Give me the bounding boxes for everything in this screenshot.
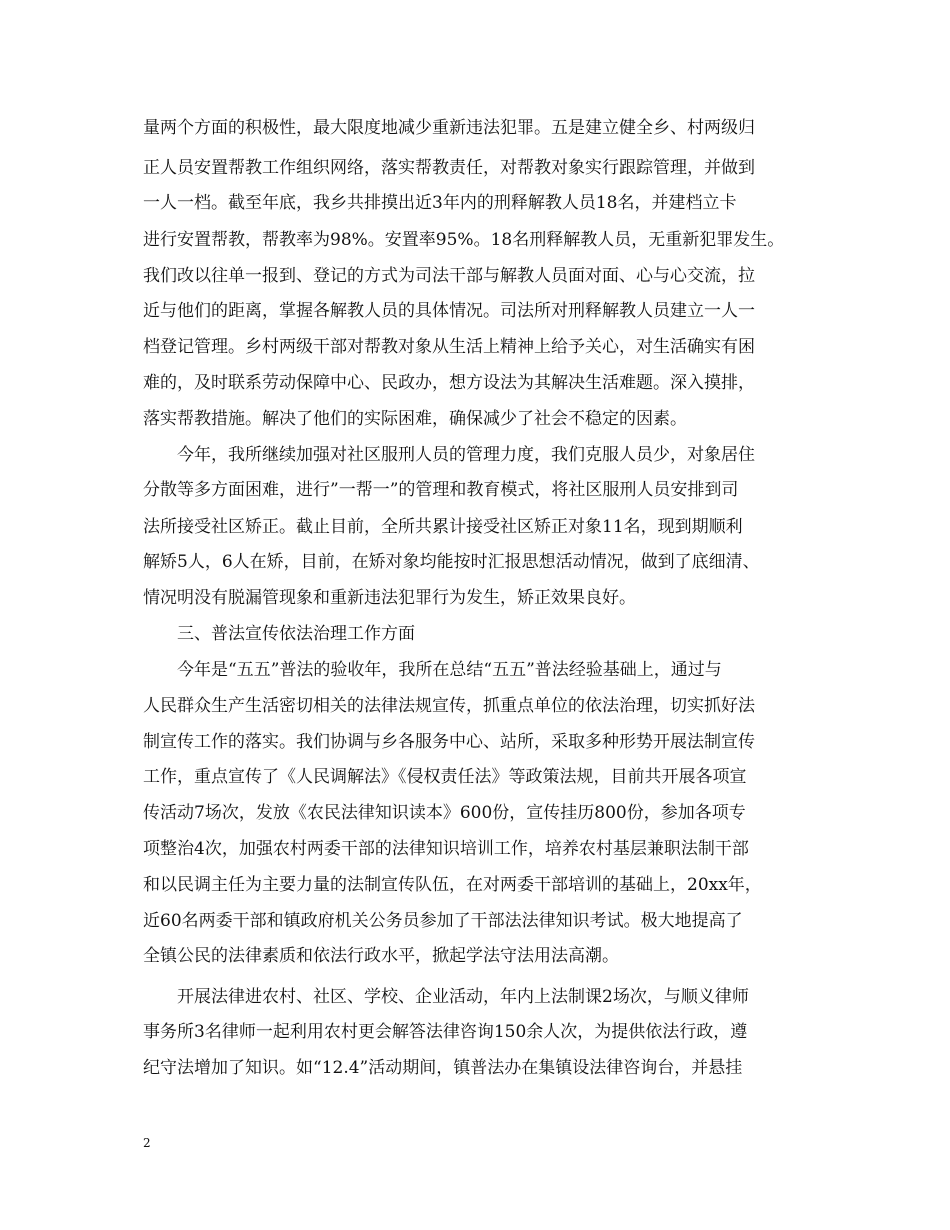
body-text-line: 传活动7场次，发放《农民法律知识读本》600份，宣传挂历800份，参加各项专 (143, 803, 746, 823)
body-text-line: 全镇公民的法律素质和依法行政水平，掀起学法守法用法高潮。 (143, 946, 619, 966)
section-heading: 三、普法宣传依法治理工作方面 (177, 624, 415, 644)
body-text-line: 和以民调主任为主要力量的法制宣传队伍，在对两委干部培训的基础上，20xx年， (143, 875, 762, 895)
body-text-line: 情况明没有脱漏管现象和重新违法犯罪行为发生，矫正效果良好。 (143, 588, 636, 608)
paragraph-first-line: 今年是“五五”普法的验收年，我所在总结“五五”普法经验基础上，通过与 (177, 660, 722, 680)
body-text-line: 工作，重点宣传了《人民调解法》《侵权责任法》等政策法规，目前共开展各项宣 (143, 767, 747, 787)
body-text-line: 正人员安置帮教工作组织网络，落实帮教责任，对帮教对象实行跟踪管理，并做到 (143, 158, 755, 178)
body-text-line: 落实帮教措施。解决了他们的实际困难，确保减少了社会不稳定的因素。 (143, 409, 687, 429)
body-text-line: 纪守法增加了知识。如“12.4”活动期间，镇普法办在集镇设法律咨询台，并悬挂 (143, 1058, 743, 1078)
page-number: 2 (143, 1136, 151, 1150)
body-text-line: 近60名两委干部和镇政府机关公务员参加了干部法法律知识考试。极大地提高了 (143, 911, 743, 931)
body-text-line: 进行安置帮教，帮教率为98%。安置率95%。18名刑释解教人员，无重新犯罪发生。 (143, 230, 785, 250)
body-text-line: 量两个方面的积极性，最大限度地减少重新违法犯罪。五是建立健全乡、村两级归 (143, 118, 755, 138)
paragraph-first-line: 今年，我所继续加强对社区服刑人员的管理力度，我们克服人员少，对象居住 (177, 445, 755, 465)
body-text-line: 一人一档。截至年底，我乡共排摸出近3年内的刑释解教人员18名，并建档立卡 (143, 193, 737, 213)
paragraph-first-line: 开展法律进农村、社区、学校、企业活动，年内上法制课2场次，与顺义律师 (177, 987, 749, 1007)
body-text-line: 解矫5人，6人在矫，目前，在矫对象均能按时汇报思想活动情况，做到了底细清、 (143, 552, 760, 572)
body-text-line: 人民群众生产生活密切相关的法律法规宣传，抓重点单位的依法治理，切实抓好法 (143, 696, 755, 716)
body-text-line: 难的，及时联系劳动保障中心、民政办，想方设法为其解决生活难题。深入摸排， (143, 373, 755, 393)
body-text-line: 制宣传工作的落实。我们协调与乡各服务中心、站所，采取多种形势开展法制宣传 (143, 732, 755, 752)
body-text-line: 分散等多方面困难，进行”一帮一”的管理和教育模式，将社区服刑人员安排到司 (143, 480, 739, 500)
body-text-line: 档登记管理。乡村两级干部对帮教对象从生活上精神上给予关心，对生活确实有困 (143, 337, 755, 357)
body-text-line: 近与他们的距离，掌握各解教人员的具体情况。司法所对刑释解教人员建立一人一 (143, 301, 755, 321)
body-text-line: 事务所3名律师一起利用农村更会解答法律咨询150余人次，为提供依法行政，遵 (143, 1022, 748, 1042)
body-text-line: 法所接受社区矫正。截止目前，全所共累计接受社区矫正对象11名，现到期顺利 (143, 517, 743, 537)
body-text-line: 项整治4次，加强农村两委干部的法律知识培训工作，培养农村基层兼职法制干部 (143, 839, 749, 859)
body-text-line: 我们改以往单一报到、登记的方式为司法干部与解教人员面对面、心与心交流，拉 (143, 266, 755, 286)
